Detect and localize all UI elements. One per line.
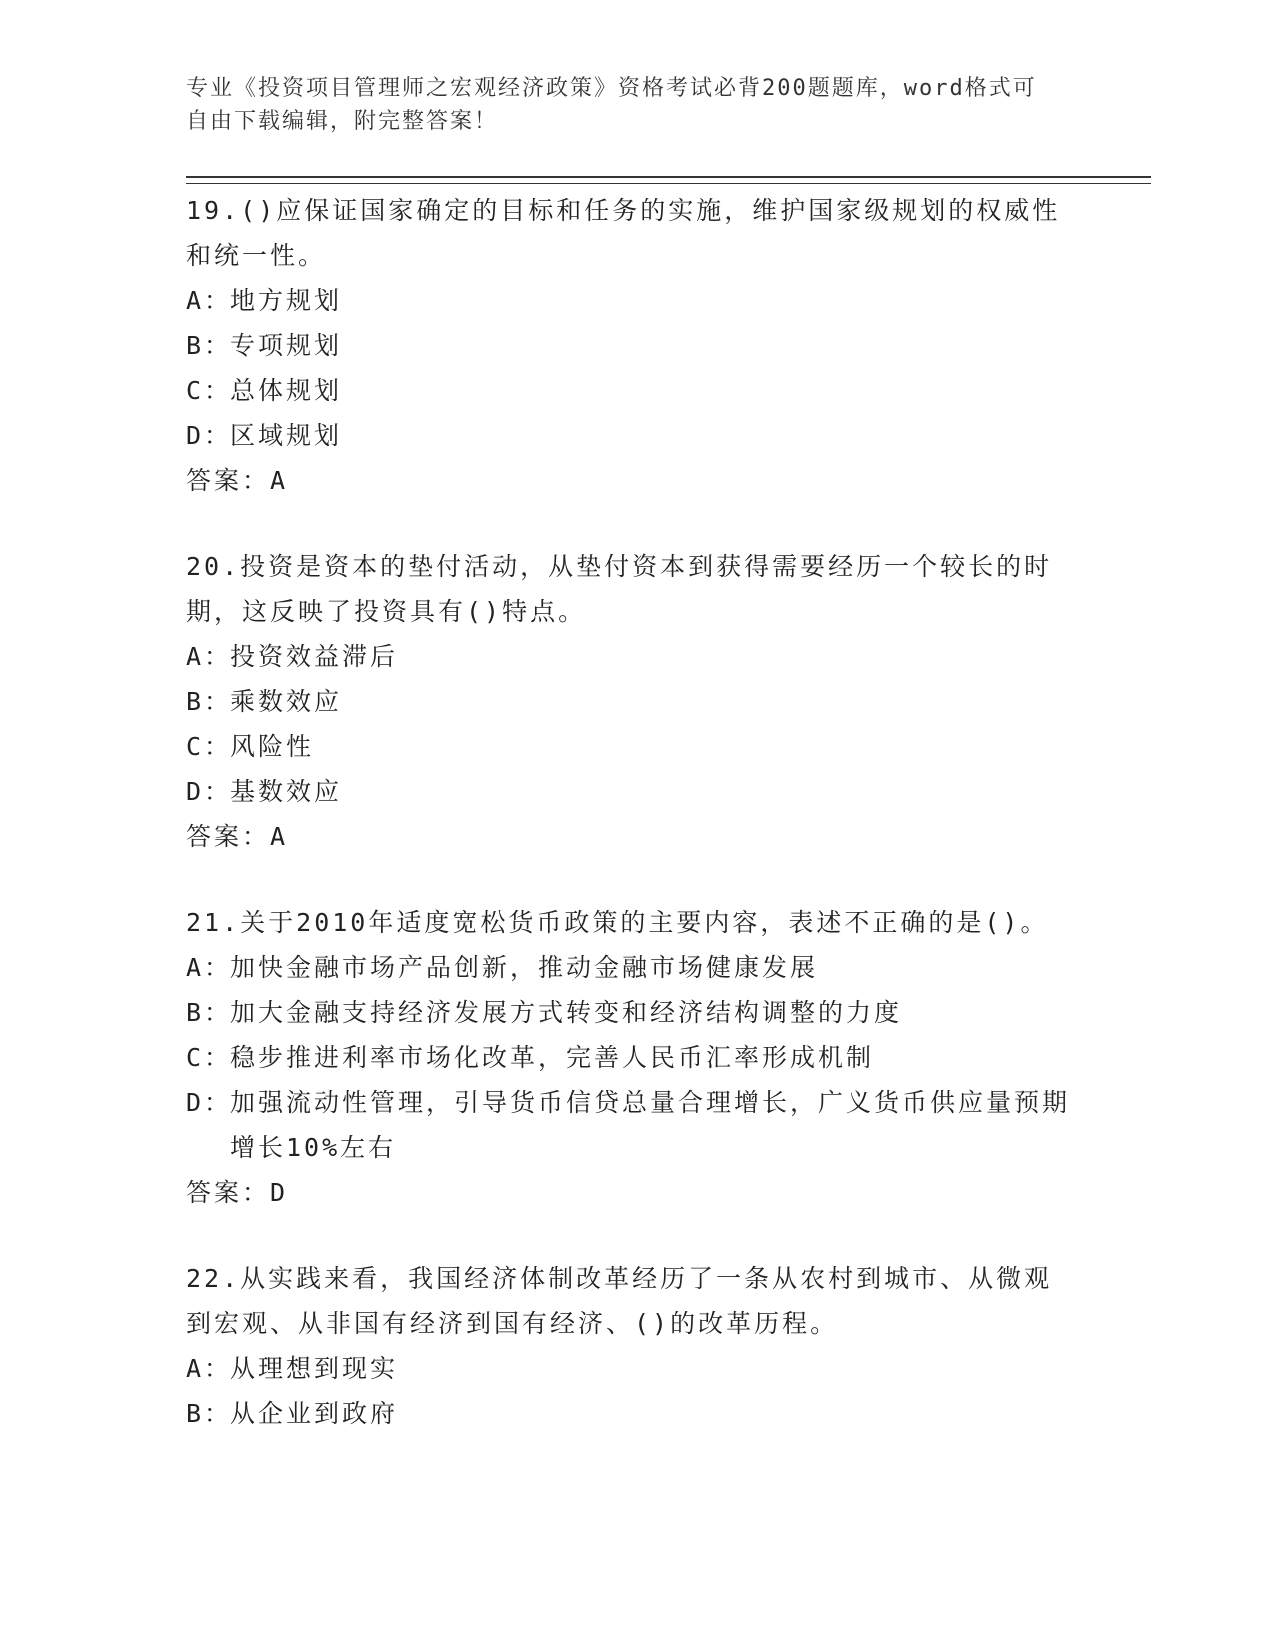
question-22 [186, 1256, 1076, 1436]
answer-line [186, 458, 1076, 503]
option-key: A： [186, 953, 233, 982]
question-text: 关于2010年适度宽松货币政策的主要内容，表述不正确的是()。 [240, 908, 1049, 937]
question-stem [186, 1256, 1076, 1346]
answer-label: 答案： [186, 822, 271, 851]
option-d [186, 413, 1076, 458]
option-key: B： [186, 687, 233, 716]
option-a [186, 945, 1076, 990]
option-key: B： [186, 998, 233, 1027]
header-divider-thin [186, 183, 1151, 184]
option-text: 加强流动性管理，引导货币信贷总量合理增长，广义货币供应量预期增长10%左右 [230, 1088, 1071, 1162]
answer-value: A [270, 822, 289, 851]
question-number: 21. [186, 908, 241, 937]
option-text: 从企业到政府 [230, 1399, 399, 1428]
option-text: 加快金融市场产品创新，推动金融市场健康发展 [230, 953, 819, 982]
option-key: A： [186, 642, 233, 671]
option-text: 区域规划 [230, 421, 343, 450]
header-line-2: 自由下载编辑，附完整答案！ [186, 109, 499, 134]
option-a [186, 634, 1076, 679]
option-text: 地方规划 [230, 286, 343, 315]
question-number: 22. [186, 1264, 241, 1293]
option-text: 总体规划 [230, 376, 343, 405]
option-key: A： [186, 1354, 233, 1383]
option-c [186, 724, 1076, 769]
option-a [186, 278, 1076, 323]
question-text: 从实践来看，我国经济体制改革经历了一条从农村到城市、从微观到宏观、从非国有经济到国有经济、()的改革历程。 [186, 1264, 1053, 1338]
option-d [186, 769, 1076, 814]
option-key: B： [186, 331, 233, 360]
question-21 [186, 900, 1076, 1215]
option-text: 基数效应 [230, 777, 343, 806]
answer-line [186, 1170, 1076, 1215]
question-number: 19. [186, 196, 241, 225]
option-key: D： [186, 1088, 233, 1117]
option-text: 风险性 [230, 732, 315, 761]
option-key: C： [186, 1043, 233, 1072]
option-key: D： [186, 421, 233, 450]
option-text: 稳步推进利率市场化改革，完善人民币汇率形成机制 [230, 1043, 875, 1072]
answer-label: 答案： [186, 466, 271, 495]
option-key: D： [186, 777, 233, 806]
option-a [186, 1346, 1076, 1391]
question-19 [186, 188, 1076, 503]
answer-value: D [270, 1178, 289, 1207]
question-stem [186, 188, 1076, 278]
option-text: 乘数效应 [230, 687, 343, 716]
document-header [186, 72, 1066, 138]
option-key: B： [186, 1399, 233, 1428]
option-text: 加大金融支持经济发展方式转变和经济结构调整的力度 [230, 998, 903, 1027]
option-text: 专项规划 [230, 331, 343, 360]
option-b [186, 323, 1076, 368]
option-b [186, 1391, 1076, 1436]
answer-line [186, 814, 1076, 859]
question-stem [186, 900, 1076, 945]
question-20 [186, 544, 1076, 859]
question-text: ()应保证国家确定的目标和任务的实施，维护国家级规划的权威性和统一性。 [186, 196, 1061, 270]
option-b [186, 679, 1076, 724]
header-line-1: 专业《投资项目管理师之宏观经济政策》资格考试必背200题题库，word格式可 [186, 76, 1037, 101]
option-key: C： [186, 376, 233, 405]
option-c [186, 368, 1076, 413]
option-text: 从理想到现实 [230, 1354, 399, 1383]
question-text: 投资是资本的垫付活动，从垫付资本到获得需要经历一个较长的时期，这反映了投资具有()特点。 [186, 552, 1053, 626]
answer-value: A [270, 466, 289, 495]
option-d [186, 1080, 1076, 1170]
option-text: 投资效益滞后 [230, 642, 399, 671]
option-b [186, 990, 1076, 1035]
option-key: A： [186, 286, 233, 315]
question-number: 20. [186, 552, 241, 581]
question-stem [186, 544, 1076, 634]
answer-label: 答案： [186, 1178, 271, 1207]
header-divider-thick [186, 176, 1151, 178]
option-c [186, 1035, 1076, 1080]
question-list [186, 188, 1076, 1477]
option-key: C： [186, 732, 233, 761]
